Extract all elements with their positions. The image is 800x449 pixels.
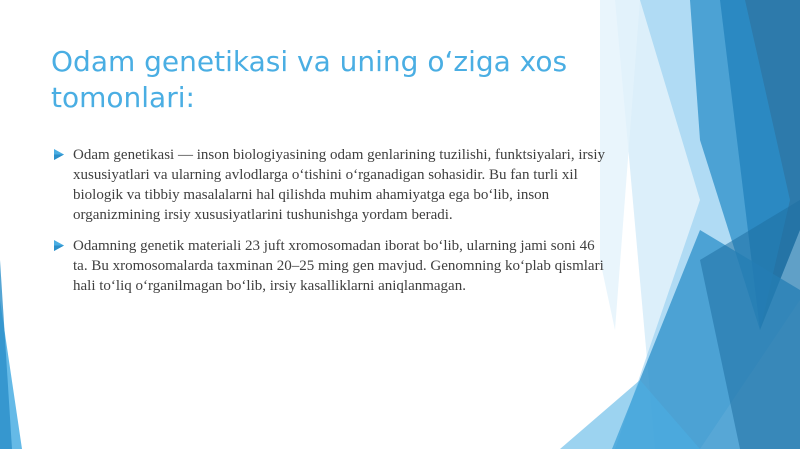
slide-title: Odam genetikasi va uning o‘ziga xos tomonlari: <box>51 45 568 114</box>
facet-shape <box>0 260 12 449</box>
bullet-item <box>54 145 609 225</box>
bullet-text: Odamning genetik materiali 23 juft xromosomadan iborat bo‘lib, ularning jami soni 46 ta. Bu xromosomalarda taxminan 20–25 ming gen mavjud. Genomning ko‘plab qismlari hali to‘liq o‘rganilmagan bo‘lib, irsiy kasalliklarni aniqlanmagan. <box>73 238 604 294</box>
bullet-item <box>54 236 609 296</box>
triangle-bullet-icon <box>54 149 64 160</box>
triangle-bullet-icon <box>54 240 64 251</box>
bullet-list <box>54 145 609 307</box>
bullet-text: Odam genetikasi — inson biologiyasining odam genlarining tuzilishi, funktsiyalari, irsiy xususiyatlari va ularning avlodlarga o‘tishini o‘rganadigan sohasidir. Bu fan turli xil biologik va tibbiy masalalarni hal qilishda muhim ahamiyatga ega bo‘lib, inson organizmining irsiy xususiyatlarini tushunishga yordam beradi. <box>73 147 606 223</box>
